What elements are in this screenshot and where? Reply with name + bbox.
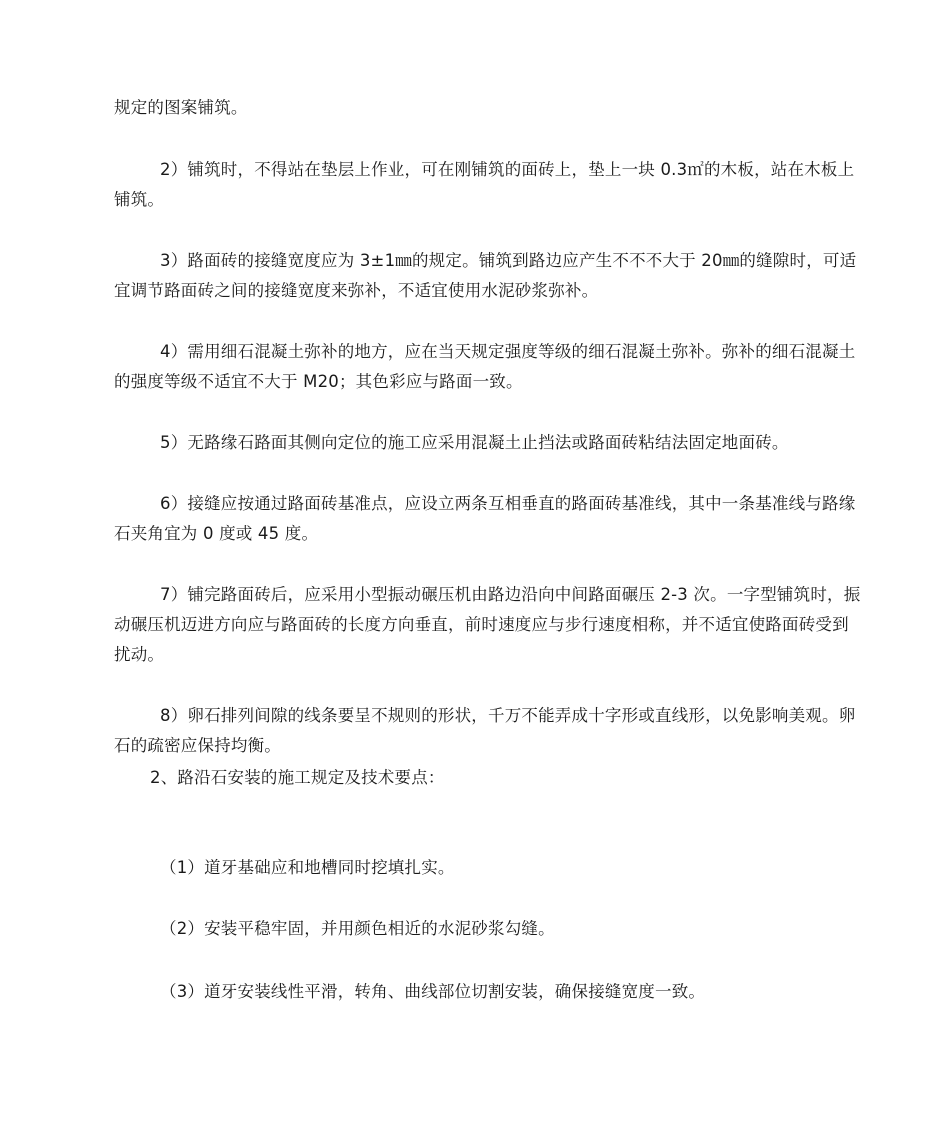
paragraph-continuation: 规定的图案铺筑。 — [114, 98, 248, 117]
paragraph-item-7: 7）铺完路面砖后，应采用小型振动碾压机由路边沿向中间路面碾压 2-3 次。一字型铺筑时，振动碾压机迈进方向应与路面砖的长度方向垂直，前时速度应与步行速度相称，并不适宜使路面砖受到扰动。 — [114, 585, 861, 664]
paragraph-item-8: 8）卵石排列间隙的线条要呈不规则的形状，千万不能弄成十字形或直线形，以免影响美观。卵石的疏密应保持均衡。 — [114, 706, 856, 755]
paragraph-item-5: 5）无路缘石路面其侧向定位的施工应采用混凝土止挡法或路面砖粘结法固定地面砖。 — [160, 433, 789, 452]
paragraph-item-6: 6）接缝应按通过路面砖基准点，应设立两条互相垂直的路面砖基准线，其中一条基准线与路缘石夹角宜为 0 度或 45 度。 — [114, 494, 856, 543]
paragraph-item-2: 2）铺筑时，不得站在垫层上作业，可在刚铺筑的面砖上，垫上一块 0.3㎡的木板，站在木板上铺筑。 — [114, 160, 855, 209]
paragraph-item-4: 4）需用细石混凝土弥补的地方，应在当天规定强度等级的细石混凝土弥补。弥补的细石混凝土的强度等级不适宜不大于 M20；其色彩应与路面一致。 — [114, 342, 856, 391]
paragraph-sub-1: （1）道牙基础应和地槽同时挖填扎实。 — [160, 858, 455, 877]
paragraph-sub-3: （3）道牙安装线性平滑，转角、曲线部位切割安装，确保接缝宽度一致。 — [160, 982, 706, 1001]
section-heading-2: 2、路沿石安装的施工规定及技术要点： — [150, 768, 445, 787]
paragraph-item-3: 3）路面砖的接缝宽度应为 3±1㎜的规定。铺筑到路边应产生不不不大于 20㎜的缝隙时，可适宜调节路面砖之间的接缝宽度来弥补，不适宜使用水泥砂浆弥补。 — [114, 251, 857, 300]
paragraph-sub-2: （2）安装平稳牢固，并用颜色相近的水泥砂浆勾缝。 — [160, 919, 555, 938]
